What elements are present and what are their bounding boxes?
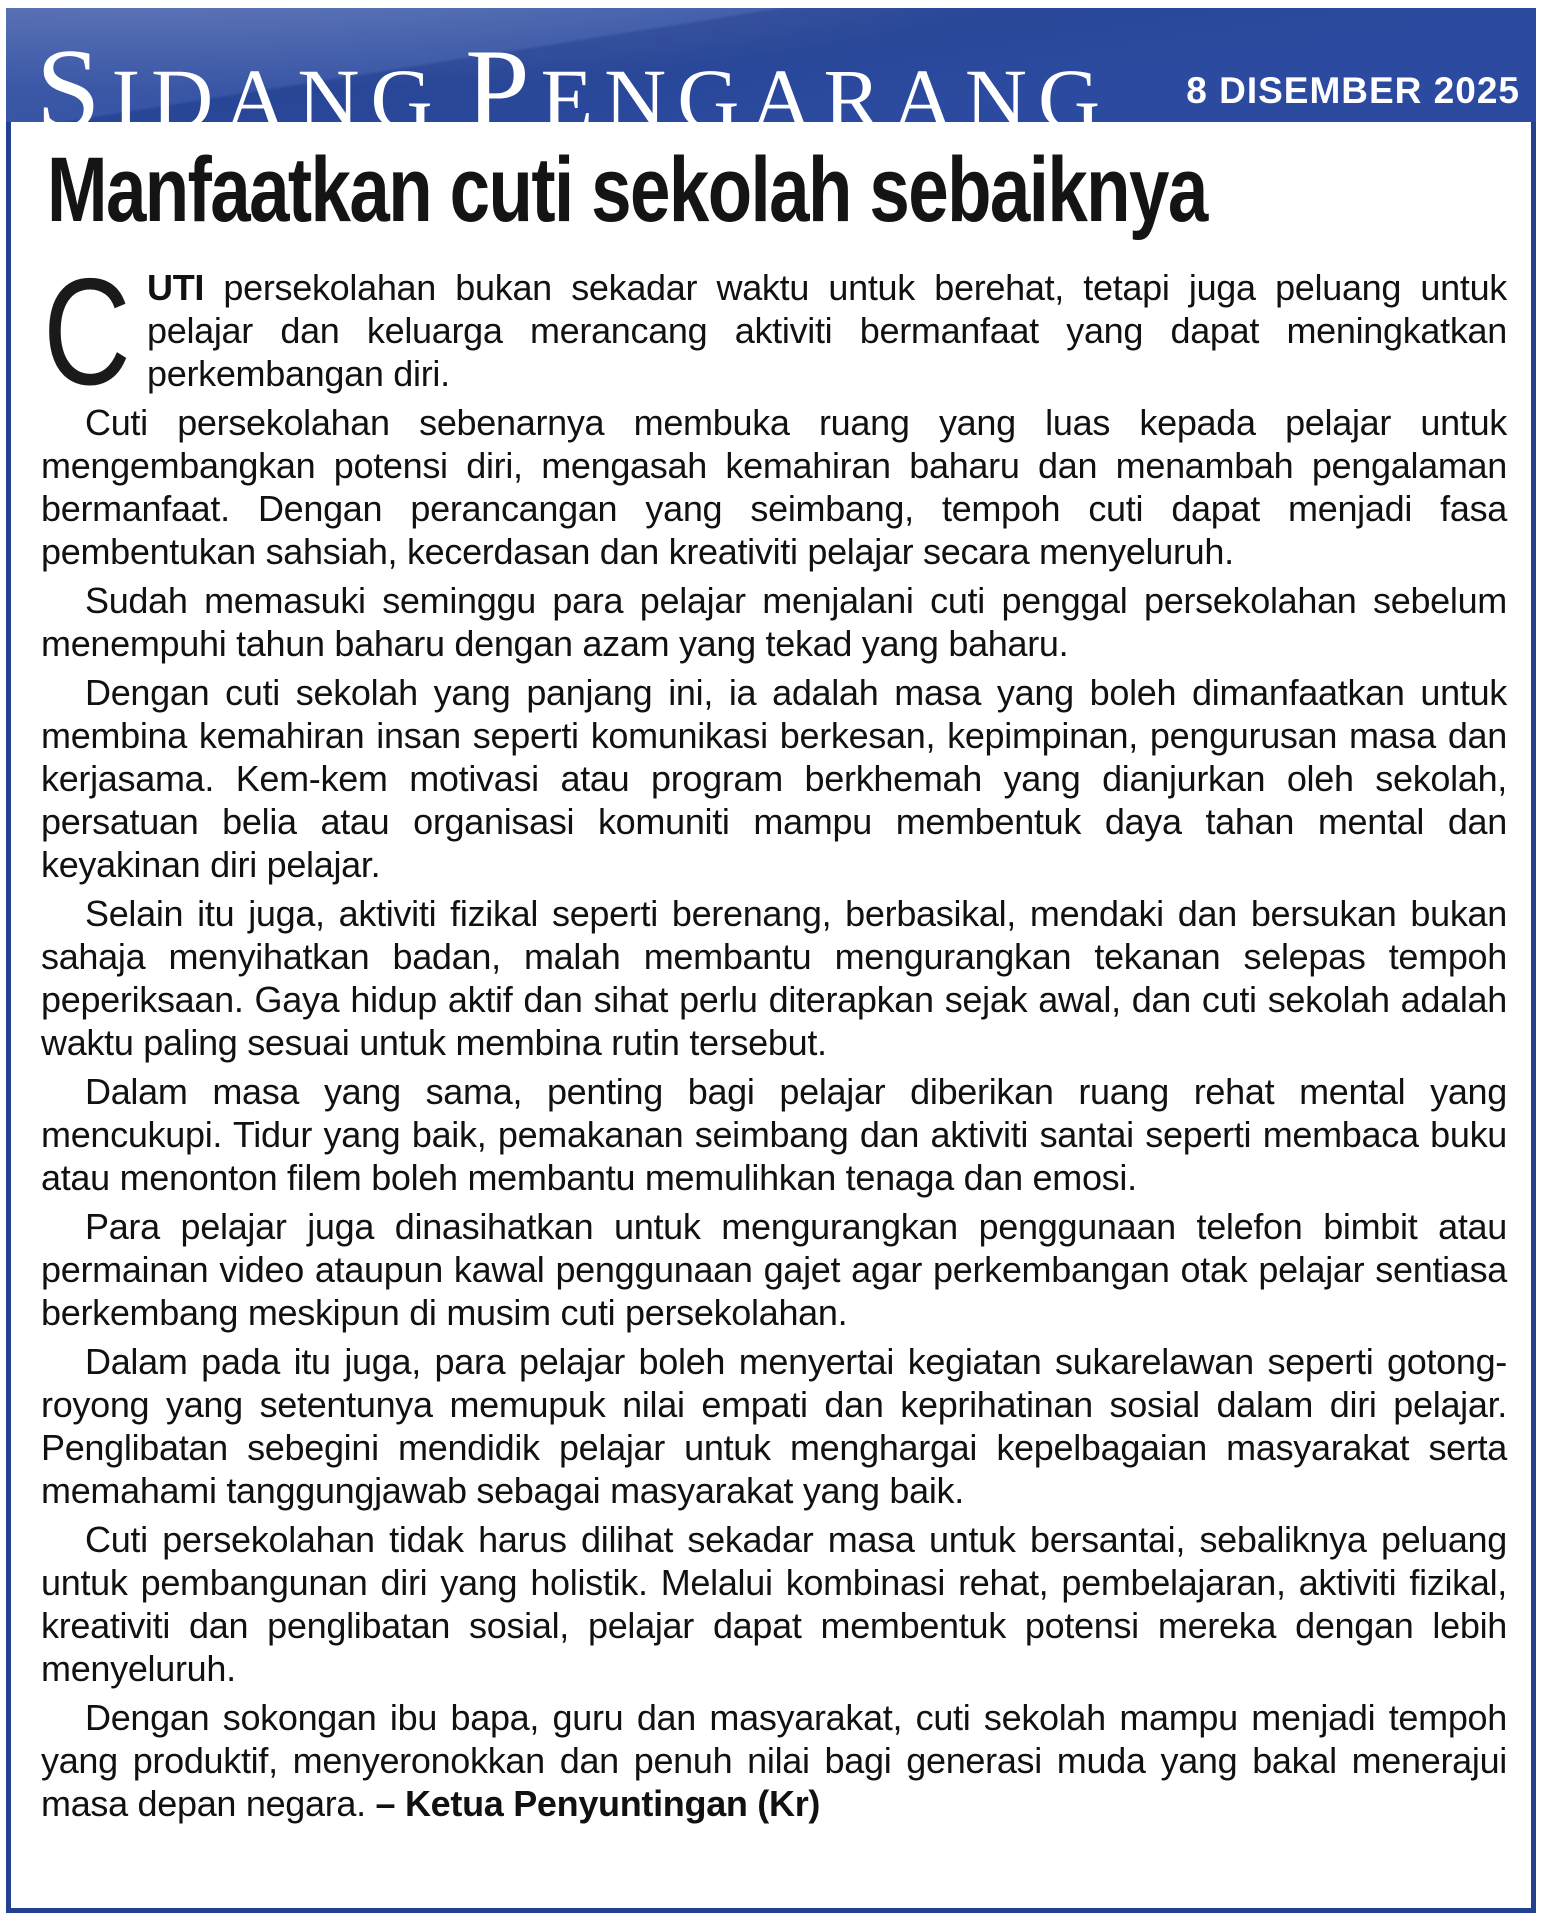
body-paragraph: Dalam masa yang sama, penting bagi pelajar diberikan ruang rehat mental yang mencukupi. Tidur yang baik, pemakanan seimbang dan aktiviti santai seperti membaca buku atau menonton filem boleh membantu memulihkan tenaga dan emosi. — [41, 1071, 1507, 1198]
masthead-title-space — [444, 51, 466, 147]
article-body — [11, 122, 1531, 1825]
masthead-title — [36, 26, 1112, 154]
body-paragraph: Dengan cuti sekolah yang panjang ini, ia adalah masa yang boleh dimanfaatkan untuk membina kemahiran insan seperti komunikasi berkesan, kepimpinan, pengurusan masa dan kerjasama. Kem-kem motivasi atau program berkhemah yang dianjurkan oleh sekolah, persatuan belia atau organisasi komuniti mampu membentuk daya tahan mental dan keyakinan diri pelajar. — [41, 672, 1507, 885]
article-headline-text: Manfaatkan cuti sekolah sebaiknya — [47, 139, 1207, 241]
lead-bold-word: UTI — [147, 267, 205, 308]
body-paragraph: Selain itu juga, aktiviti fizikal seperti berenang, berbasikal, mendaki dan bersukan bukan sahaja menyihatkan badan, malah membantu mengurangkan tekanan selepas tempoh peperiksaan. Gaya hidup aktif dan sihat perlu diterapkan sejak awal, dan cuti sekolah adalah waktu paling sesuai untuk membina rutin tersebut. — [41, 893, 1507, 1063]
masthead-date: 8 DISEMBER 2025 — [1186, 70, 1520, 111]
masthead-title-smallcaps: ENGARANG — [540, 51, 1112, 147]
masthead-title-initial: S — [36, 26, 112, 154]
body-paragraph: Dalam pada itu juga, para pelajar boleh menyertai kegiatan sukarelawan seperti gotong-royong yang setentunya memupuk nilai empati dan keprihatinan sosial dalam diri pelajar. Penglibatan sebegini mendidik pelajar untuk menghargai kepelbagaian masyarakat serta memahami tanggungjawab sebagai masyarakat yang baik. — [41, 1341, 1507, 1511]
drop-cap: C — [43, 247, 131, 417]
body-paragraph: Para pelajar juga dinasihatkan untuk mengurangkan penggunaan telefon bimbit atau permainan video ataupun kawal penggunaan gajet agar perkembangan otak pelajar sentiasa berkembang meskipun di musim cuti persekolahan. — [41, 1206, 1507, 1333]
article-headline — [47, 140, 1507, 240]
body-paragraph: Cuti persekolahan sebenarnya membuka ruang yang luas kepada pelajar untuk mengembangkan potensi diri, mengasah kemahiran baharu dan menambah pengalaman bermanfaat. Dengan perancangan yang seimbang, tempoh cuti dapat menjadi fasa pembentukan sahsiah, kecerdasan dan kreativiti pelajar secara menyeluruh. — [41, 402, 1507, 572]
lead-paragraph — [41, 247, 1507, 417]
masthead-title-smallcaps: IDANG — [111, 51, 444, 147]
body-paragraph: Cuti persekolahan tidak harus dilihat sekadar masa untuk bersantai, sebaliknya peluang untuk pembangunan diri yang holistik. Melalui kombinasi rehat, pembelajaran, aktiviti fizikal, kreativiti dan penglibatan sosial, pelajar dapat membentuk potensi mereka dengan lebih menyeluruh. — [41, 1519, 1507, 1689]
body-paragraph: Sudah memasuki seminggu para pelajar menjalani cuti penggal persekolahan sebelum menempuhi tahun baharu dengan azam yang tekad yang baharu. — [41, 580, 1507, 664]
masthead-banner — [6, 8, 1536, 154]
closing-text: Dengan sokongan ibu bapa, guru dan masyarakat, cuti sekolah mampu menjadi tempoh yang produktif, menyeronokkan dan penuh nilai bagi generasi muda yang bakal menerajui masa depan negara. — [41, 1697, 1507, 1824]
lead-text: persekolahan bukan sekadar waktu untuk berehat, tetapi juga peluang untuk pelajar dan keluarga merancang aktiviti bermanfaat yang dapat meningkatkan perkembangan diri. — [147, 267, 1507, 394]
masthead-title-initial: P — [465, 26, 541, 154]
closing-paragraph — [41, 1696, 1507, 1825]
editor-signature: – Ketua Penyuntingan (Kr) — [375, 1783, 821, 1824]
content-frame — [6, 8, 1536, 1913]
